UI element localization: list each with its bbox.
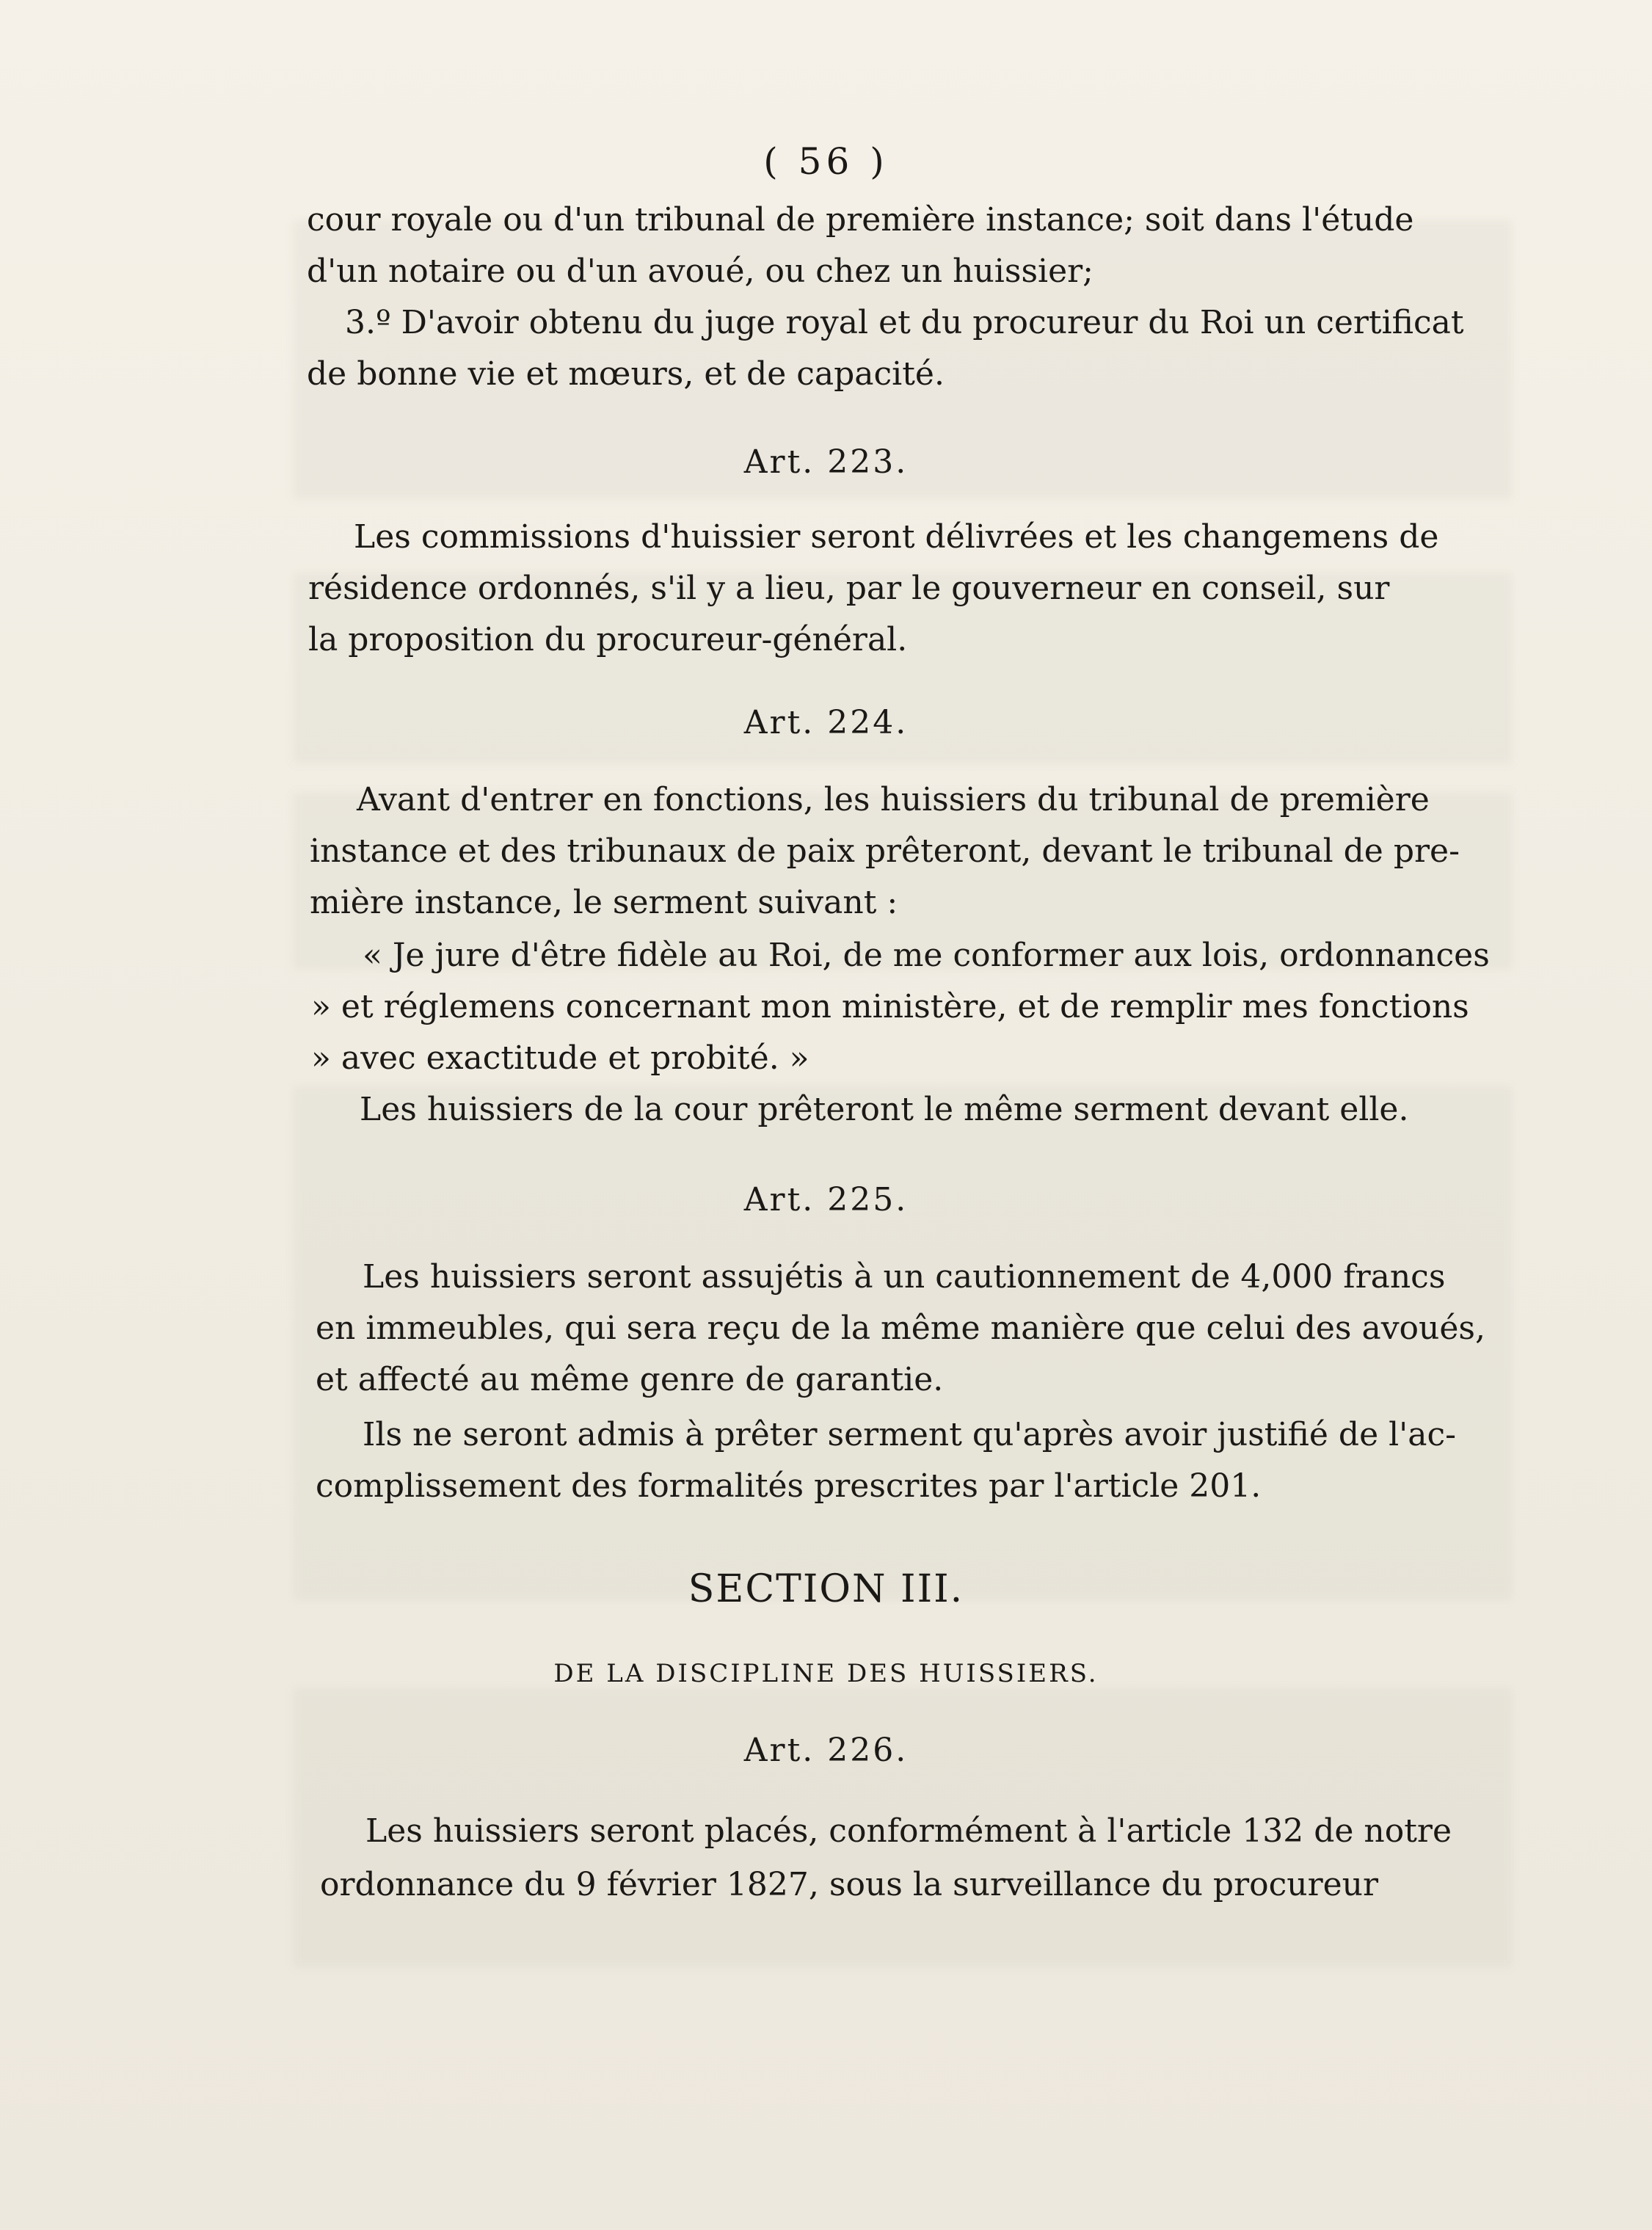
text-line: Les huissiers seront assujétis à un cautionnement de 4,000 francs (363, 1258, 1446, 1296)
text-line: mière instance, le serment suivant : (310, 884, 898, 921)
text-line: » avec exactitude et probité. » (311, 1039, 809, 1077)
text-line: en immeubles, qui sera reçu de la même manière que celui des avoués, (316, 1310, 1485, 1347)
page-number: ( 56 ) (763, 140, 889, 183)
text-line: Ils ne seront admis à prêter serment qu'après avoir justifié de l'ac- (363, 1416, 1457, 1453)
text-line: de bonne vie et mœurs, et de capacité. (307, 355, 945, 393)
section-subtitle: DE LA DISCIPLINE DES HUISSIERS. (553, 1659, 1099, 1688)
section-title: SECTION III. (688, 1567, 964, 1611)
article-heading: Art. 226. (743, 1732, 909, 1769)
text-line: résidence ordonnés, s'il y a lieu, par le gouverneur en conseil, sur (308, 570, 1390, 607)
article-heading: Art. 225. (743, 1181, 909, 1218)
text-line: cour royale ou d'un tribunal de première instance; soit dans l'étude (307, 201, 1414, 239)
text-line: Les commissions d'huissier seront délivrées et les changemens de (354, 518, 1439, 556)
text-line: ordonnance du 9 février 1827, sous la surveillance du procureur (320, 1866, 1379, 1903)
text-line: Les huissiers de la cour prêteront le même serment devant elle. (360, 1091, 1409, 1128)
article-heading: Art. 223. (743, 443, 909, 481)
text-line: d'un notaire ou d'un avoué, ou chez un huissier; (307, 253, 1094, 290)
text-line: 3.º D'avoir obtenu du juge royal et du procureur du Roi un certificat (345, 304, 1464, 341)
text-line: et affecté au même genre de garantie. (316, 1361, 944, 1398)
text-line: « Je jure d'être fidèle au Roi, de me conformer aux lois, ordonnances (363, 937, 1490, 974)
article-heading: Art. 224. (743, 704, 909, 741)
text-line: complissement des formalités prescrites par l'article 201. (316, 1467, 1262, 1505)
text-line: Les huissiers seront placés, conformément à l'article 132 de notre (365, 1812, 1452, 1850)
text-line: instance et des tribunaux de paix prêteront, devant le tribunal de pre- (310, 832, 1460, 870)
text-line: la proposition du procureur-général. (308, 621, 908, 658)
text-line: Avant d'entrer en fonctions, les huissiers du tribunal de première (357, 781, 1430, 818)
text-line: » et réglemens concernant mon ministère, et de remplir mes fonctions (311, 988, 1469, 1025)
